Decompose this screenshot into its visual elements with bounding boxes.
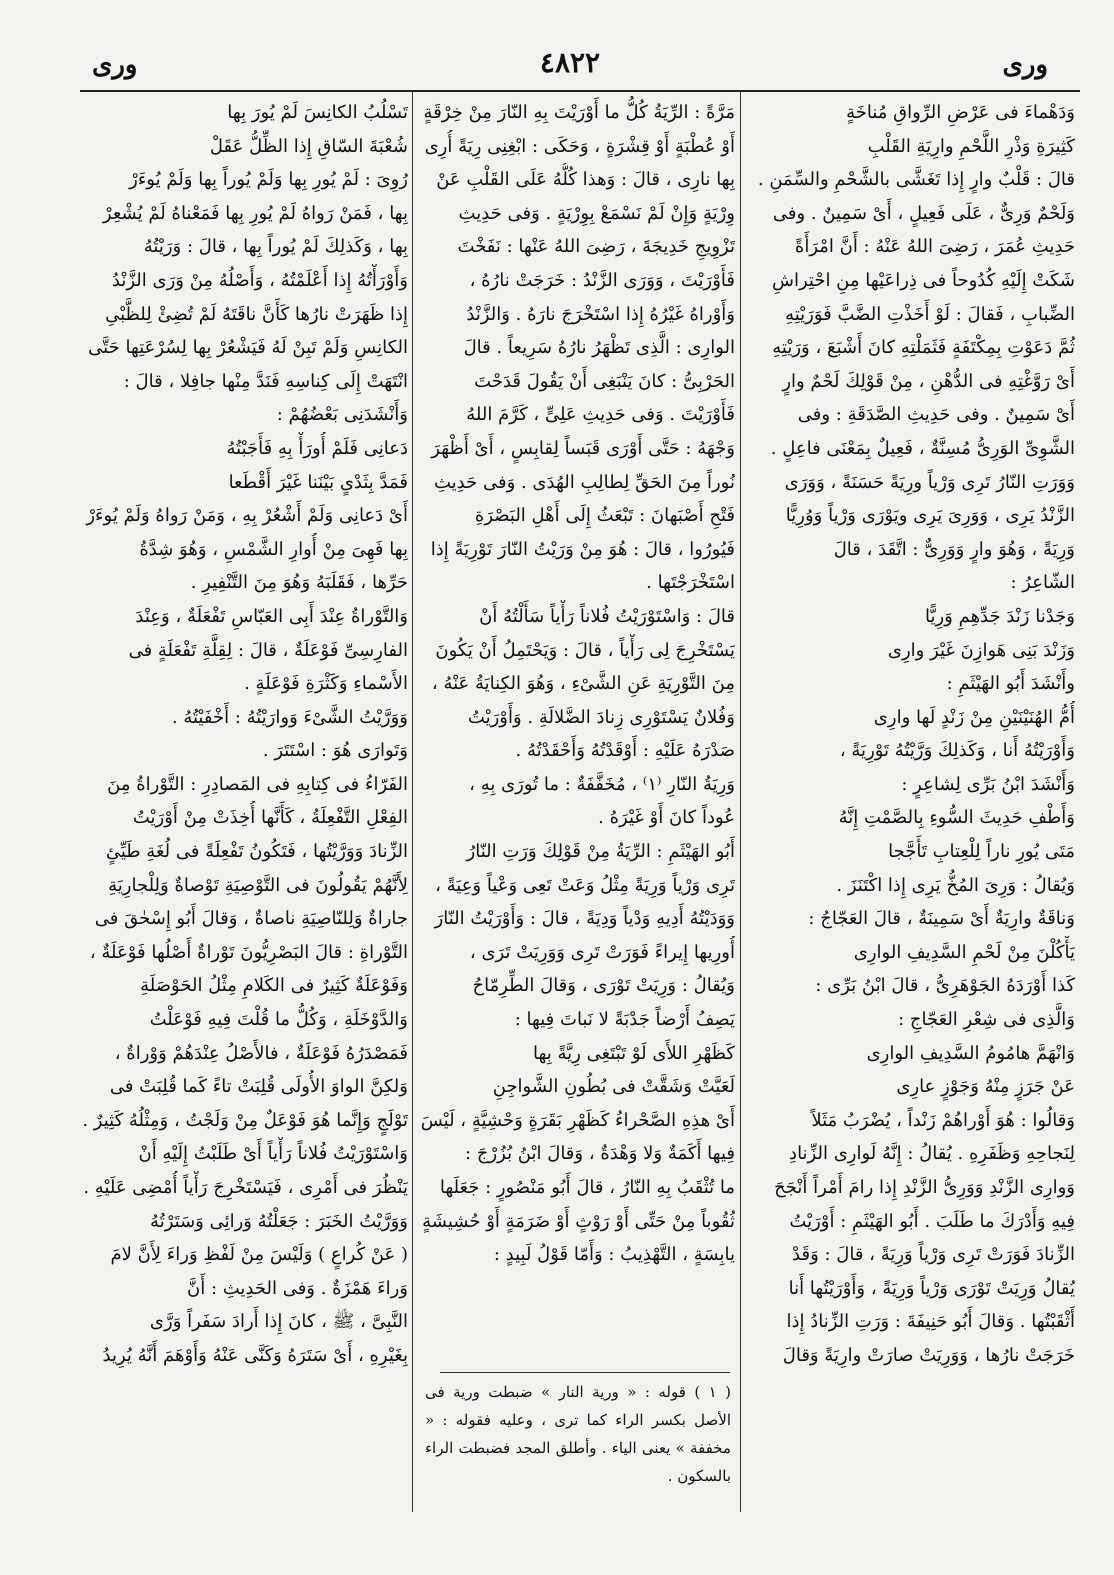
text-line: أَثْقَبْتُها . وَقالَ أَبُو حَنِيفَةَ : وَرَتِ الزِّنادُ إِذا (786, 1311, 1075, 1333)
text-line: وَوَدَيْتُهُ أَدِيهِ وَدْياً وَدِيَةً ، قالَ : وَأَوْرَيْتُ النّارَ (434, 908, 735, 930)
header-rule (80, 90, 1080, 92)
text-line: وَفُلانٌ يَسْتَوْرِى زِنادَ الضَّلالَةِ . وَأَوْرَيْتُ (467, 706, 735, 728)
text-line: الأَسْماءِ وَكَثْرَةِ فَوْعَلَةٍ . (244, 673, 408, 695)
text-line: وَوَرَتِ النّارُ تَرِى وَرْياً ورِيَةً حَسَنَةً ، وَوَرَى (784, 471, 1075, 493)
text-line: بِها نارِى ، قالَ : وَهذا كُلُّهُ عَلَى القَلْبِ عَنْ (436, 169, 735, 191)
text-line: يَأْكُلْنَ مِنْ لَحْمِ السَّدِيفِ الوارِى (853, 941, 1075, 963)
text-line: يُقالُ وَرِيَتْ تَوْرَى وَرْياً وَرِيَةً ، وَأَوْرَيْتُها أَنا (788, 1277, 1075, 1299)
text-line: الفارِسِىِّ فَوْعَلَةٌ ، قالَ : لِقِلَّةِ تَفْعَلَةٍ فى (128, 639, 408, 661)
text-line: التَّوْراةِ : قالَ البَصْرِيُّونَ تَوْراةٌ أَصْلُها فَوْعَلَةٌ ، (89, 941, 408, 963)
text-line: وَلَحْمٌ وَرِىٌّ ، عَلَى فَعِيلٍ ، أَىْ سَمِينٌ . وفى (772, 202, 1075, 224)
text-line: وَدَهْماءَ فى عَرْضِ الرِّواقِ مُناخَةٍ (846, 102, 1075, 123)
text-line: وَالدَّوْخَلَةِ ، وَكُلُّ ما قُلْتَ فِيهِ فَوْعَلْتُ (149, 1009, 408, 1031)
text-line: رُوِىَ : لَمْ يُورِ بِها وَلَمْ يُوراً بِها وَلَمْ يُوءَرْ (129, 169, 408, 191)
text-line: فَأَوْرَيْتَ . وَفى حَدِيثِ عَلِىٍّ ، كَرَّمَ اللهُ (466, 404, 735, 426)
running-head-left: وری (92, 50, 138, 80)
text-line: أَىْ رَوَّغْتِهِ فى الدُّهْنِ ، مِنْ قَوْلِكَ لَحْمٌ وارٍ (782, 370, 1075, 392)
text-line: تَسْلُبُ الكانِسَ لَمْ يُورَ بِها (227, 102, 408, 123)
text-line: قالَ : قَلْبٌ وارٍ إِذا تَغَشَّى بالشَّحْمِ والسِّمَنِ . (757, 169, 1075, 191)
page-number: ٤٨٢٢ (539, 46, 601, 79)
text-line: لِنَجاحِهِ وَظَفَرِهِ . يُقالُ : إِنَّهُ لَوارِى الزِّنادِ (789, 1143, 1075, 1165)
text-line: فَمَدَّ بِثَدْىٍ بَيْنَنا غَيْرَ أَقْطَعا (228, 471, 408, 493)
text-line: الزِّنادَ وَوَرَّيْتُها ، فَتَكُونُ تَفْعِلَةً فى لُغَةِ طَيِّئٍ (105, 841, 408, 863)
text-column-right (745, 96, 1075, 1496)
text-line: شَكَتْ إِلَيْهِ كُدُوحاً فى ذِراعَيْها مِنِ احْتِراشِ (772, 269, 1075, 291)
text-line: تَرِى وَرْياً وَرِيَةً مِثْلُ وَعَتْ تَعِى وَعْياً وَعِيَةً ، (435, 874, 735, 896)
text-line: وَأَوْراهُ غَيْرُهُ إِذا اسْتَخْرَجَ نارَهُ . وَالزَّنْدُ (466, 303, 735, 325)
text-line: نُوراً مِنَ الحَقِّ لِطالِبِ الهُدَى . وَفى حَدِيثِ (433, 471, 735, 493)
text-line: ( عَنْ كُراعٍ ) وَلَيْسَ مِنْ لَفْظِ وَراءَ لِأَنَّ لامَ (110, 1244, 408, 1266)
text-line: جاراةٌ وَلِلنّاصِيَةِ ناصاةٌ ، وَقالَ أَبُو إِسْحٰقَ فى (94, 908, 408, 930)
text-line: خَرَجَتْ نارُها ، وَوَرِيَتْ صارَتْ وارِيَةً وَقالَ (782, 1344, 1075, 1366)
text-line: وَوَرَّيْتُ الخَبَرَ : جَعَلْتُهُ وَرائِى وَسَتَرْتُهُ (150, 1210, 408, 1232)
text-line: الفِعْلِ التَّفْعِلَةُ ، كَأَنَّها أُخِذَتْ مِنْ أَوْرَيْتُ (132, 807, 408, 829)
text-line: وَفَوْعَلَةٌ كَثِيرٌ فى الكَلامِ مِثْلُ الحَوْصَلَةِ (140, 975, 408, 997)
text-line: الشَّوِىِّ الوَرِىُّ مُسِنَّةٌ ، فَعِيلٌ بِمَعْنَى فاعِلٍ . (770, 437, 1075, 459)
text-line: وَراءَ هَمْزَةٌ . وَفى الحَدِيثِ : أَنَّ (187, 1277, 408, 1299)
text-line: الفَرّاءُ فى كِتابِهِ فى المَصادِرِ : التَّوْراةُ مِنَ (107, 773, 408, 795)
text-line: مَرَّةً : الرِّيَةُ كُلُّ ما أَوْرَيْتَ بِهِ النّارَ مِنْ خِرْقَةٍ (423, 102, 735, 123)
text-line: فَأَوْرَيْتَ ، وَوَرَى الزَّنْدُ : خَرَجَتْ نارُهُ ، (469, 269, 735, 291)
text-line: بِها فَهِىَ مِنْ أُوارِ الشَّمْسِ ، وَهُوَ شِدَّةُ (139, 538, 408, 560)
text-line: وَأَوْرَيْتُهُ أَنا ، وَكَذلِكَ وَرَّيْتُهُ تَوْرِيَةً ، (839, 740, 1075, 762)
text-line: فَيُورُوا ، قالَ : هُوَ مِنْ وَرَيْتُ النّارَ تَوْرِيَةً إِذا (430, 538, 735, 560)
text-line: حَرِّها ، فَقَلَبَهُ وَهُوَ مِنَ التَّنْفِيرِ . (190, 572, 408, 594)
text-line: فِيهِ وَأَدْرَكَ ما طَلَبَ . أَبُو الهَيْثَمِ : أَوْرَيْتُ (789, 1210, 1075, 1232)
text-line: وَوَرَّيْتُ الشَّىْءَ وَوارَيْتُهُ : أَخْفَيْتُهُ . (171, 706, 408, 728)
text-line: تَوْلَجٍ وَإِنَّما هُوَ فَوْعَلٌ مِنْ وَلَجْتُ ، وَمِثْلُهُ كَثِيرٌ . (82, 1109, 408, 1131)
text-line: وَوارِى الزَّنْدِ وَوَرِىُّ الزَّنْدِ إِذا رامَ أَمْراً أَنْجَحَ (774, 1177, 1075, 1198)
text-line: أَبُو الهَيْثَمِ : الرِّيَةُ مِنْ قَوْلِكَ وَرَتِ النّارُ (466, 841, 735, 863)
text-line: الشّاعِرُ : (1010, 572, 1075, 594)
text-line: كَثِيرَةِ وَذْرِ اللَّحْمِ وارِيَةِ القَلْبِ (867, 135, 1075, 157)
text-line: أُمُّ الهُنَيْنَيْنِ مِنْ زَنْدٍ لَها وارِى (873, 706, 1075, 728)
text-line: حَدِيثِ عُمَرَ ، رَضِىَ اللهُ عَنْهُ : أَنَّ امْرَأَةً (794, 236, 1075, 258)
column-divider-left (412, 92, 413, 1512)
text-line: عَنْ جَرَزٍ مِنْهُ وَجَوْزٍ عارِى (896, 1076, 1075, 1098)
text-line: لَعَيَّتْ وَشَقَّتْ فى بُطُونِ الشَّواجِنِ (492, 1076, 735, 1098)
text-line: وَلكِنَّ الواوَ الأُولَى قُلِبَتْ تاءً كَما قُلِبَتْ فى (109, 1076, 408, 1098)
text-line: ما تُثْقَبُ بِهِ النّارُ ، قالَ أَبُو مَنْصُورٍ : جَعَلَها (439, 1177, 735, 1198)
text-line: يابِسَةٍ ، التَّهْذِيبُ : وَأَمّا قَوْلُ لَبِيدٍ : (493, 1244, 735, 1266)
text-line: وَالتَّوْراةُ عِنْدَ أَبِى العَبّاسِ تَفْعَلَةٌ ، وَعِنْدَ (135, 605, 408, 627)
text-line: انْتَهَتْ إِلَى كِناسِهِ فَنَدَّ مِنْها جافِلا ، قالَ : (123, 370, 408, 392)
text-line: الضِّبابِ ، فَقالَ : لَوْ أَخَذْتِ الضَّبَّ فَوَرَيْتِهِ (785, 303, 1075, 325)
text-line: كَذا أَوْرَدَهُ الجَوْهَرِىُّ ، قالَ ابْنُ بَرِّى : (815, 975, 1075, 997)
text-line: وَأَنْشَدَ ابْنُ بَرِّى لِشاعِرٍ : (901, 773, 1075, 795)
text-line: أَوْ عُطْبَةٍ أَوْ قِشْرَةٍ ، وَحَكَى : ابْغِنِى رِيَةً أُرِى (424, 135, 735, 157)
text-line: وَالَّذِى فى شِعْرِ العَجّاجِ : (898, 1009, 1075, 1031)
text-line: بِغَيْرِهِ ، أَىْ سَتَرَهُ وَكَنَّى عَنْهُ وَأَوْهَمَ أَنَّهُ يُرِيدُ (102, 1344, 408, 1366)
text-line: فَتْحِ أَصْبَهانَ : تَبْعَثُ إِلَى أَهْلِ البَصْرَةِ (474, 505, 735, 527)
text-line: أَىْ سَمِينٌ . وفى حَدِيثِ الصَّدَقَةِ : وفى (797, 404, 1075, 426)
text-line: لِأَنَّهُمْ يَقُولُونَ فى التَّوْصِيَةِ تَوْصاةٌ وَلِلْجارِيَةِ (108, 874, 408, 896)
text-line: وَانْهَمَّ هامُومُ السَّدِيفِ الوارِى (866, 1042, 1075, 1064)
page-header (70, 44, 1070, 92)
text-line: أَىْ هذِهِ الصَّحْراءُ كَظَهْرِ بَقَرَةٍ وَحْشِيَّةٍ ، لَيْسَ (420, 1109, 735, 1131)
text-line: بِها ، فَمَنْ رَواهُ لَمْ يُورِ بِها فَمَعْناهُ لَمْ يُشْعِرْ (102, 202, 408, 224)
text-line: النَّبِىَّ ، ﷺ ، كانَ إِذا أَرادَ سَفَراً وَرَّى (149, 1311, 408, 1333)
text-line: عُوداً كانَ أَوْ غَيْرَهُ . (598, 807, 735, 829)
text-line: أُورِيها إِيراءً فَوَرَتْ تَرِى وَوَرِيَتْ تَرَى ، (469, 941, 735, 963)
text-column-left (80, 96, 408, 1496)
text-line: الزَّنْدُ يَرِى ، وَوَرِىَ يَرِى ويَوْرَى وَرْياً وَوُرِيًّا (785, 505, 1075, 527)
text-line: وَتَوارَى هُوَ : اسْتَتَرَ . (262, 740, 408, 762)
text-line: ثُمَّ دَعَوْتِ بِمِكْتَفَةٍ فَثَمَلْتِهِ كانَ أَشْبَعَ ، وَرَيْتِهِ (772, 337, 1075, 359)
text-line: وَيُقالُ : وَرِىَ المُخُّ يَرِى إِذا اكْتَنَزَ . (836, 874, 1075, 896)
footnote-rule (440, 1372, 730, 1373)
text-line: الكانِسِ وَلَمْ تَبِنْ لَهُ فَيَشْعُرْ بِها لِسُرْعَتِها حَتَّى (88, 337, 408, 359)
text-line: وَناقَةٌ وارِيَةٌ أَىْ سَمِينَةٌ ، قالَ العَجّاجُ : (808, 908, 1075, 930)
text-line: الوارِى : الَّذِى تَظْهَرُ نارُهُ سَرِيعاً . قالَ (463, 337, 735, 359)
text-line: اسْتَخْرَجْتَها . (646, 572, 735, 594)
text-line: يَصِفُ أَرْضاً جَدْبَةً لا نَباتَ فِيها : (514, 1009, 735, 1031)
text-line: فِيها أَكَمَةٌ وَلا وَهْدَةٌ ، وَقالَ ابْنُ بُزُرْجَ : (465, 1143, 735, 1165)
text-line: دَعانِى فَلَمْ أُورَأْ بِهِ فَأَجَبْتُهُ (226, 437, 408, 459)
text-line: مَتَى يُورِ ناراً لِلْعِتابِ تَأَجَّجا (888, 841, 1075, 863)
text-line: قالَ : وَاسْتَوْرَيْتُ فُلاناً رَأْياً سَأَلْتُهُ أَنْ (479, 605, 735, 627)
text-line: وَأَوْرَأْتُهُ إِذا أَعْلَمْتُهُ ، وَأَصْلُهُ مِنْ وَرَى الزَّنْدُ (111, 269, 408, 291)
text-line: وَاسْتَوْرَيْتُ فُلاناً رَأْياً أَىْ طَلَبْتُ إِلَيْهِ أَنْ (138, 1143, 408, 1165)
text-line: وَزَنْدَ بَنِى هَوازِنَ غَيْرَ وارِى (887, 639, 1075, 661)
text-line: وَجَدْنا زَنْدَ جَدِّهِمِ وَرِيًّا (924, 605, 1075, 627)
text-line: وأَنْشَدَ أَبُو الهَيْثَمِ : (946, 673, 1075, 695)
text-line: وِرْيَةٍ وَإِنْ لَمْ نَسْمَعْ بِوِرْيَةٍ . وَفى حَدِيثِ (458, 202, 735, 224)
text-line: وَجْهَهُ : حَتَّى أَوْرَى قَبَساً لِقابِسٍ ، أَىْ أَظْهَرَ (431, 437, 735, 459)
text-line: يَسْتَخْرِجَ لِى رَأْياً ، قالَ : وَيَحْتَمِلُ أَنْ يَكُونَ (435, 639, 735, 661)
text-line: الحَرْبِىُّ : كانَ يَنْبَغِى أَنْ يَقُولَ قَدَحْتَ (474, 370, 735, 392)
text-column-middle (417, 96, 735, 1496)
footnote: ( ١ ) قوله : « ورية النار » ضبطت ورية فى الأصل بكسر الراء كما ترى ، وعليه فقوله : « مخففة » يعنى الياء . وأطلق المجد فضبطت الراء بالسكون . (425, 1383, 731, 1485)
text-line: تَزْوِيجِ خَدِيجَةَ ، رَضِىَ اللهُ عَنْها : نَفَخْتَ (457, 236, 735, 258)
text-line: يَنْظُرَ فى أَمْرِى ، فَيَسْتَخْرِجَ رَأْياً أُمْضِى عَلَيْهِ . (83, 1177, 408, 1198)
text-line: وَرِيَةً ، وَهُوَ وارٍ وَوَرِىٌّ : اتَّقَدَ ، قالَ (833, 538, 1075, 560)
text-line: الزِّنادَ فَوَرَتْ تَرِى وَرْياً وَرِيَةً ، قالَ : وَقَدْ (792, 1244, 1075, 1266)
text-line: مِنَ التَّوْرِيَةِ عَنِ الشَّىْءِ ، وَهُوَ الكِنايَةُ عَنْهُ ، (431, 673, 735, 695)
text-line: كَظَهْرِ اللأَى لَوْ تَبْتَغِى رِيَّةً بِها (533, 1042, 735, 1064)
text-line: ثُقُوباً مِنْ حَتِّى أَوْ رَوْثٍ أَوْ ضَرَمَةٍ أَوْ حُشِيشَةٍ (422, 1210, 735, 1232)
text-line: وَأَطْفِ حَدِيثَ السُّوءِ بِالصَّمْتِ إِنَّهُ (838, 807, 1075, 829)
running-head-right: ورى (1002, 50, 1048, 80)
text-line: صَدْرَهُ عَلَيْهِ : أَوْقَدْتُهُ وَأَحْقَدْتُهُ . (515, 740, 735, 762)
text-line: وَيُقالُ : وَرِيَتْ تَوْرَى ، وَقالَ الطِّرِمّاحُ (472, 975, 735, 997)
text-line: إِذا ظَهَرَتْ نارُها كَأَنَّ ناقَتَهُ لَمْ تُضِئْ لِلظَّبْىِ (105, 303, 408, 325)
text-line: شُعْبَةَ السّاقِ إِذا الظِّلُّ عَقَلْ (209, 135, 408, 157)
text-line: وَقالُوا : هُوَ أَوْراهُمْ زَنْداً ، يُضْرَبُ مَثَلاً (811, 1109, 1075, 1131)
text-line: وَأَنْشَدَنِى بَعْضُهُمْ : (276, 404, 408, 426)
text-line: فَمَصْدَرُهُ فَوْعَلَةٌ ، فالأَصْلُ عِنْدَهُمْ وَوْراةٌ ، (114, 1042, 408, 1064)
text-line: أَىْ دَعانِى وَلَمْ أَشْعُرْ بِهِ ، وَمَنْ رَواهُ وَلَمْ يُوءَرْ (86, 505, 408, 527)
text-line: وَرِيَةُ النّارِ ⁽١⁾ ، مُخَفَّفَةٌ : ما تُورَى بِهِ ، (469, 773, 735, 795)
text-line: بِها ، وَكَذلِكَ لَمْ يُوراً بِها ، قالَ : وَرَيْتُهُ (143, 236, 408, 258)
column-divider-right (740, 92, 741, 1512)
